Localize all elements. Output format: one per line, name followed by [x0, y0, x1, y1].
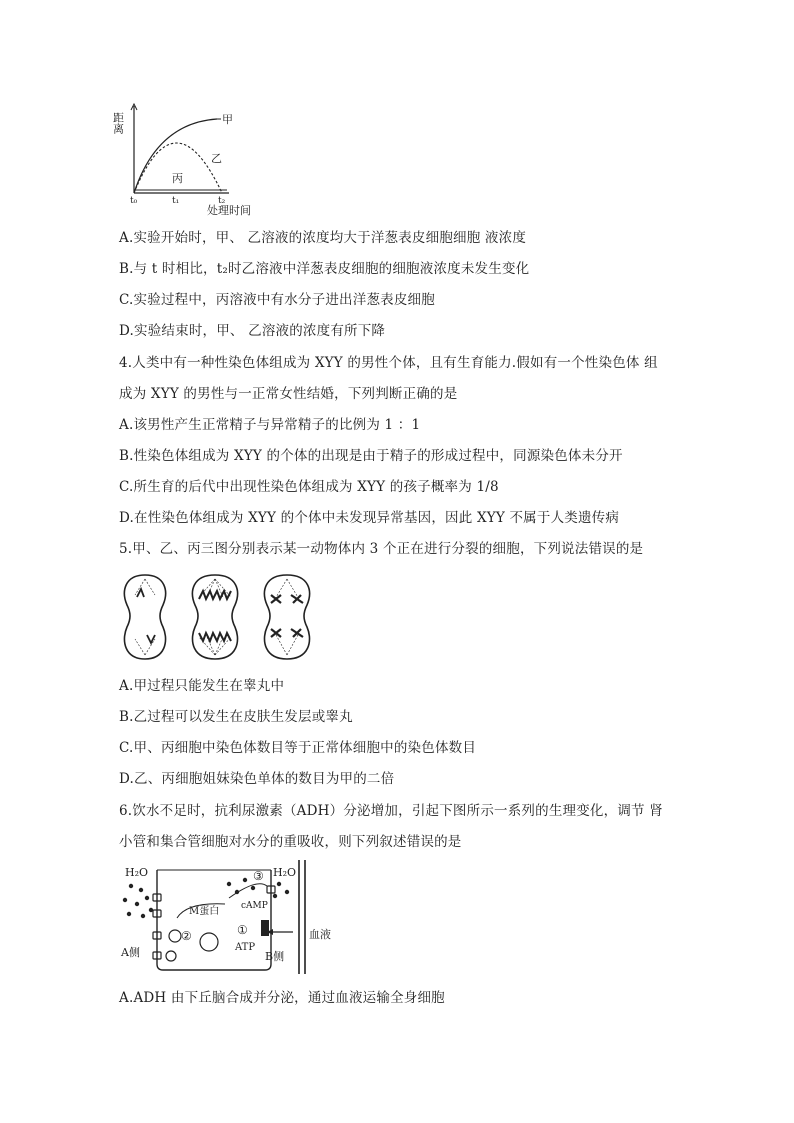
receptor — [261, 920, 269, 936]
tick-t0: t₀ — [130, 196, 138, 206]
curve-label-yi: 乙 — [211, 152, 222, 165]
q5-option-a: A.甲过程只能发生在睾丸中 — [119, 678, 285, 694]
q6-stem-line-2: 小管和集合管细胞对水分的重吸收，则下列叙述错误的是 — [119, 834, 462, 850]
figure-distance-time-graph — [111, 98, 277, 217]
atp-label: ATP — [235, 942, 256, 953]
tick-t2: t₂ — [218, 196, 226, 206]
vesicles — [166, 930, 218, 961]
cell-yi — [192, 575, 237, 659]
curve-label-bing: 丙 — [172, 172, 183, 185]
circle-1-label: ① — [237, 923, 248, 937]
side-b-label: B侧 — [265, 950, 285, 963]
q4-stem-line-1: 4.人类中有一种性染色体组成为 XYY 的男性个体，且有生育能力.假如有一个性染色体 组 — [119, 355, 658, 371]
blood-label: 血液 — [309, 928, 331, 941]
tick-t1: t₁ — [172, 196, 180, 206]
q3-option-c: C.实验过程中，丙溶液中有水分子进出洋葱表皮细胞 — [119, 292, 435, 308]
q3-option-b: B.与 t 时相比，t₂时乙溶液中洋葱表皮细胞的细胞液浓度未发生变化 — [119, 261, 530, 277]
curve-label-jia: 甲 — [222, 113, 233, 126]
circle-2-label: ② — [181, 929, 192, 943]
side-a-label: A侧 — [121, 946, 140, 959]
h2o-left-label: H₂O — [125, 866, 149, 879]
q5-option-b: B.乙过程可以发生在皮肤生发层或睾丸 — [119, 709, 353, 725]
m-protein-label: M蛋白 — [189, 906, 220, 917]
cell-jia — [124, 575, 165, 659]
q5-stem: 5.甲、乙、丙三图分别表示某一动物体内 3 个正在进行分裂的细胞，下列说法错误的是 — [119, 541, 644, 557]
arrow-camp-to-channel — [229, 884, 267, 898]
water-molecules-left — [123, 884, 153, 918]
q6-option-a: A.ADH 由下丘脑合成并分泌，通过血液运输全身细胞 — [119, 990, 445, 1006]
q6-stem-line-1: 6.饮水不足时，抗利尿激素（ADH）分泌增加，引起下图所示一系列的生理变化，调节 肾 — [119, 803, 663, 819]
x-axis-label: 处理时间 — [207, 204, 251, 217]
q4-option-b: B.性染色体组成为 XYY 的个体的出现是由于精子的形成过程中，同源染色体未分开 — [119, 448, 623, 464]
h2o-right-label: H₂O — [273, 866, 297, 879]
q4-option-d: D.在性染色体组成为 XYY 的个体中未发现异常基因，因此 XYY 不属于人类遗传病 — [119, 510, 620, 526]
figure-adh-mechanism — [117, 858, 347, 976]
y-axis-label: 距离 — [111, 112, 125, 134]
circle-3-label: ③ — [253, 869, 264, 883]
aquaporin-channels — [153, 886, 275, 959]
q4-option-a: A.该男性产生正常精子与异常精子的比例为 1 ：1 — [119, 417, 421, 433]
curve-yi — [134, 143, 222, 193]
q5-option-d: D.乙、丙细胞姐妹染色单体的数目为甲的二倍 — [119, 771, 395, 787]
q3-option-a: A.实验开始时，甲、 乙溶液的浓度均大于洋葱表皮细胞细胞 液浓度 — [119, 230, 527, 246]
q4-stem-line-2: 成为 XYY 的男性与一正常女性结婚，下列判断正确的是 — [119, 386, 458, 402]
cell-bing — [264, 575, 309, 659]
q4-option-c: C.所生育的后代中出现性染色体组成为 XYY 的孩子概率为 1/8 — [119, 479, 499, 495]
q3-option-d: D.实验结束时，甲、 乙溶液的浓度有所下降 — [119, 323, 386, 339]
camp-label: cAMP — [241, 901, 268, 911]
figure-dividing-cells — [117, 571, 327, 663]
q5-option-c: C.甲、丙细胞中染色体数目等于正常体细胞中的染色体数目 — [119, 740, 477, 756]
